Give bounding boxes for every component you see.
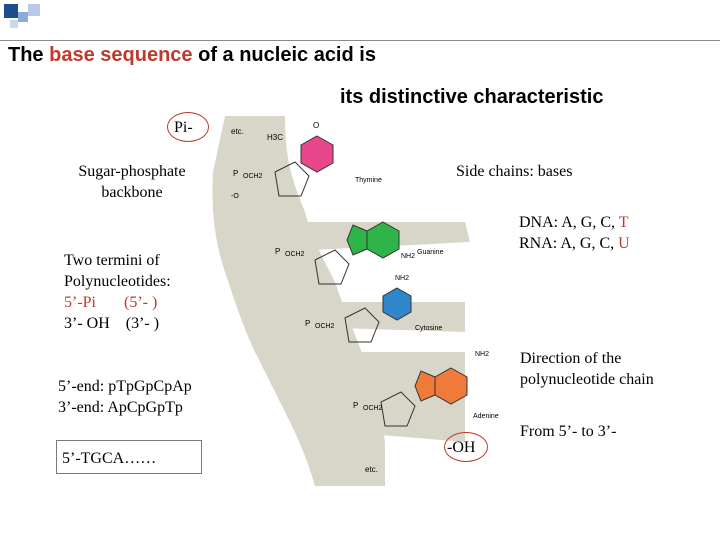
phosphate-p: P: [275, 247, 281, 256]
dna-bases: DNA: A, G, C, T: [519, 214, 629, 231]
direction-block: [520, 348, 654, 390]
och2-label: OCH2: [363, 405, 383, 412]
corner-square-decoration: [28, 4, 40, 16]
och2-label: OCH2: [285, 251, 305, 258]
termini-line-3: 5’-Pi (5’- ): [64, 294, 158, 311]
och2-label: OCH2: [243, 173, 263, 180]
nh2-label: NH2: [395, 275, 410, 282]
cytosine-label: Cytosine: [415, 325, 443, 332]
pi-label: Pi-: [174, 119, 193, 136]
title-rule: [0, 40, 720, 41]
backbone-label: [52, 161, 212, 203]
rna-bases: RNA: A, G, C, U: [519, 235, 630, 252]
backbone-label-line-1: Sugar-phosphate: [78, 163, 186, 180]
termini-line-2: Polynucleotides:: [64, 273, 171, 290]
guanine-label: Guanine: [417, 249, 444, 256]
page-title-line-2: its distinctive characteristic: [340, 86, 604, 108]
etc-top-label: etc.: [231, 127, 244, 136]
direction-line-1: Direction of the: [520, 350, 622, 367]
termini-line-4: 3’- OH (3’- ): [64, 315, 160, 332]
etc-bottom-label: etc.: [365, 465, 378, 474]
nh2-label: NH2: [475, 351, 490, 358]
end-notation-block: [58, 376, 192, 418]
side-chains-label: Side chains: bases: [456, 163, 573, 180]
o-label: O: [313, 121, 320, 130]
phosphate-p: P: [305, 319, 311, 328]
corner-square-decoration: [10, 20, 18, 28]
termini-line-1: Two termini of: [64, 252, 160, 269]
termini-block: [64, 250, 171, 334]
thymine-ring: [301, 136, 333, 172]
och2-label: OCH2: [315, 323, 335, 330]
direction-line-2: polynucleotide chain: [520, 371, 654, 388]
page-title-line-1: The base sequence of a nucleic acid is: [8, 44, 376, 66]
adenine-label: Adenine: [473, 413, 499, 420]
o-minus-label: -O: [231, 193, 239, 200]
corner-square-decoration: [4, 4, 18, 18]
from-to-label: From 5’- to 3’-: [520, 423, 617, 440]
phosphate-p: P: [233, 169, 239, 178]
three-end-notation: 3’-end: ApCpGpTp: [58, 399, 183, 416]
sequence-text: 5’-TGCA……: [62, 450, 157, 467]
corner-square-decoration: [18, 12, 28, 22]
phosphate-p: P: [353, 401, 359, 410]
dna-rna-block: [519, 212, 630, 254]
h3c-label: H3C: [267, 133, 284, 142]
oh-label: -OH: [447, 439, 476, 456]
five-end-notation: 5’-end: pTpGpCpAp: [58, 378, 192, 395]
nh2-label: NH2: [401, 253, 416, 260]
thymine-label: Thymine: [355, 177, 382, 184]
backbone-label-line-2: backbone: [101, 184, 163, 201]
